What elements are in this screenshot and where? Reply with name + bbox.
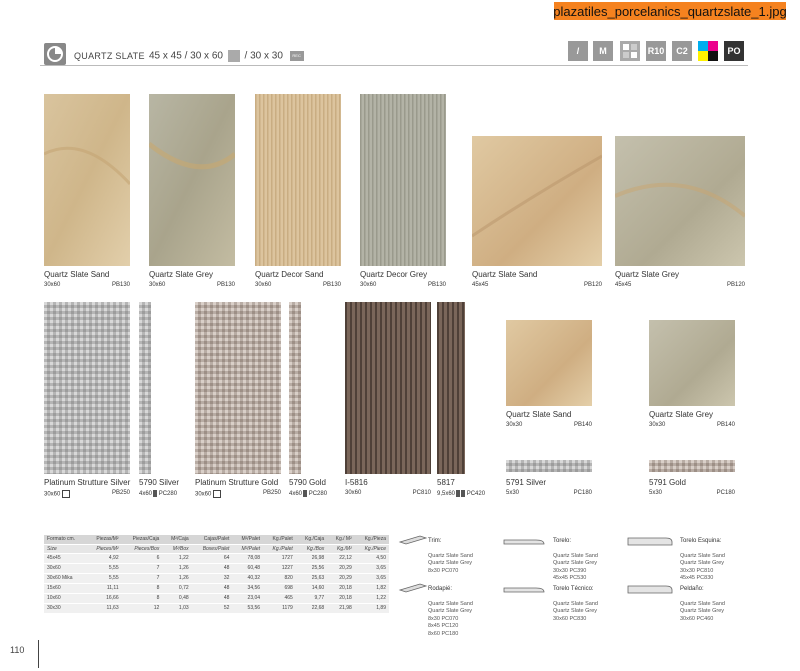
format-icon: [228, 50, 240, 62]
tile-image-5790-gold: [289, 302, 301, 474]
table-header-cell: Pieces/M²: [86, 544, 121, 553]
tile-image-quartz-decor-grey-30x60: [360, 94, 446, 266]
table-cell: 5,55: [86, 563, 121, 573]
table-header-cell: Kg./Pieza: [355, 535, 389, 544]
tile-image-5817: [437, 302, 465, 474]
table-cell: 52: [192, 603, 233, 613]
tile-code: PB130: [216, 282, 235, 288]
tile-name: Quartz Slate Sand: [472, 270, 538, 279]
table-header-cell: M²/Caja: [162, 535, 191, 544]
tile-name: 5791 Silver: [506, 478, 547, 487]
tile-code: PB250: [262, 490, 281, 496]
tile-name: Quartz Slate Grey: [615, 270, 680, 279]
tile-code: PB130: [322, 282, 341, 288]
brand-logo-icon: [44, 43, 66, 65]
piece-title: Torelo Técnico:: [553, 585, 594, 592]
tile-image-5791-silver: [506, 460, 592, 472]
tile-size: 30x60: [149, 282, 166, 288]
bar-icon: [461, 490, 465, 497]
tile-size: 30x60: [255, 282, 272, 288]
table-header-cell: Kg./M²: [327, 544, 355, 553]
table-cell: 1727: [263, 553, 296, 563]
table-cell: 30x30: [44, 603, 86, 613]
packing-spec-table: [44, 535, 389, 614]
tile-image-platinum-strutture-silver: [44, 302, 130, 474]
piece-details: Quartz Slate Sand Quartz Slate Grey 30x60 PC830: [553, 600, 598, 622]
header-divider: [40, 65, 748, 66]
table-cell: 3,65: [355, 573, 389, 583]
tile-code: PB250: [111, 490, 130, 496]
table-cell: 1,26: [162, 573, 191, 583]
table-header-row: [44, 544, 389, 553]
tile-name: Platinum Strutture Gold: [195, 478, 279, 487]
tile-name: Quartz Slate Grey: [149, 270, 214, 279]
collection-title: QUARTZ SLATE: [74, 51, 145, 61]
tile-name: Quartz Slate Sand: [506, 410, 572, 419]
tile-code: PB140: [716, 422, 735, 428]
piece-details: Quartz Slate Sand Quartz Slate Grey 30x30 PC390 45x45 PC530: [553, 552, 598, 581]
tile-image-quartz-slate-grey-30x30: [649, 320, 735, 406]
filename-label: plazatiles_porcelanics_quartzslate_1.jpg: [553, 3, 787, 19]
tile-size: 30x60: [360, 282, 377, 288]
table-cell: 6: [122, 553, 163, 563]
piece-details: Quartz Slate Sand Quartz Slate Grey 30x60 PC460: [680, 600, 725, 622]
table-cell: 30x60: [44, 563, 86, 573]
table-cell: 820: [263, 573, 296, 583]
table-cell: 1,22: [355, 593, 389, 603]
table-cell: 20,29: [327, 573, 355, 583]
table-cell: 3,65: [355, 563, 389, 573]
tile-code: PC180: [716, 490, 735, 496]
table-cell: 8: [122, 593, 163, 603]
tile-name: 5817: [437, 478, 455, 487]
table-cell: 48: [192, 563, 233, 573]
slip-badge: /: [568, 41, 588, 61]
table-header-cell: Kg./Box: [296, 544, 327, 553]
tile-code: PB120: [726, 282, 745, 288]
table-cell: 1,82: [355, 583, 389, 593]
tile-code: PB130: [427, 282, 446, 288]
tile-image-5790-silver: [139, 302, 151, 474]
r10-badge: R10: [646, 41, 666, 61]
table-cell: 48: [192, 593, 233, 603]
table-cell: 12: [122, 603, 163, 613]
table-cell: 8: [122, 583, 163, 593]
table-header-cell: M²/Box: [162, 544, 191, 553]
tile-name: 5791 Gold: [649, 478, 686, 487]
table-cell: 1179: [263, 603, 296, 613]
table-cell: 11,11: [86, 583, 121, 593]
table-header-cell: Piezas/M²: [86, 535, 121, 544]
table-header-cell: Kg./ M²: [327, 535, 355, 544]
table-cell: 5,55: [86, 573, 121, 583]
corner-bullnose-profile-icon: [626, 532, 676, 548]
tile-code: PC180: [573, 490, 592, 496]
po-badge: PO: [724, 41, 744, 61]
table-cell: 11,63: [86, 603, 121, 613]
tile-size: 30x30: [649, 422, 666, 428]
piece-details: Quartz Slate Sand Quartz Slate Grey 8x30 PC070: [428, 552, 473, 574]
table-cell: 25,56: [296, 563, 327, 573]
table-cell: 40,32: [232, 573, 263, 583]
tile-size: 30x60: [345, 490, 362, 496]
tile-image-quartz-slate-grey-30x60: [149, 94, 235, 266]
pattern-icon: [620, 41, 640, 61]
table-cell: 34,56: [232, 583, 263, 593]
tile-size: 5x30: [649, 490, 663, 496]
table-header-cell: Pieces/Box: [122, 544, 163, 553]
table-row: [44, 553, 389, 563]
table-cell: 4,92: [86, 553, 121, 563]
table-cell: 20,18: [327, 583, 355, 593]
table-cell: 1227: [263, 563, 296, 573]
tile-name: 5790 Silver: [139, 478, 180, 487]
table-cell: 1,26: [162, 563, 191, 573]
bar-icon: [303, 490, 307, 497]
tile-size: 30x60: [44, 282, 61, 288]
table-cell: 0,72: [162, 583, 191, 593]
table-header-cell: M²/Palet: [232, 535, 263, 544]
table-cell: 9,77: [296, 593, 327, 603]
table-header-cell: Kg./Palet: [263, 535, 296, 544]
table-header-cell: Boxes/Palet: [192, 544, 233, 553]
color-variation-icon: [698, 41, 718, 61]
table-header-cell: Cajas/Palet: [192, 535, 233, 544]
tile-name: Quartz Slate Grey: [649, 410, 714, 419]
table-cell: 32: [192, 573, 233, 583]
tile-size: 9,5x60 PC420: [437, 491, 486, 498]
table-cell: 78,08: [232, 553, 263, 563]
piece-title: Torelo:: [553, 537, 572, 544]
table-cell: 7: [122, 563, 163, 573]
tile-image-quartz-slate-grey-45x45: [615, 136, 745, 266]
table-cell: 30x60 Mika: [44, 573, 86, 583]
tile-size: 30x30: [506, 422, 523, 428]
table-cell: 25,63: [296, 573, 327, 583]
table-cell: 22,12: [327, 553, 355, 563]
table-cell: 14,60: [296, 583, 327, 593]
table-cell: 21,98: [327, 603, 355, 613]
tile-name: I-5816: [345, 478, 368, 487]
table-header-cell: Formato cm.: [44, 535, 86, 544]
table-row: [44, 573, 389, 583]
tile-image-quartz-decor-sand-30x60: [255, 94, 341, 266]
table-cell: 1,22: [162, 553, 191, 563]
table-header-cell: Kg./Piece: [355, 544, 389, 553]
piece-details: Quartz Slate Sand Quartz Slate Grey 30x30 PC810 45x45 PC830: [680, 552, 725, 581]
table-header-cell: Kg./Caja: [296, 535, 327, 544]
table-header-cell: M²/Palet: [232, 544, 263, 553]
tile-name: Quartz Slate Sand: [44, 270, 110, 279]
box-icon: [213, 490, 221, 498]
tile-image-5791-gold: [649, 460, 735, 472]
tile-name: Platinum Strutture Silver: [44, 478, 131, 487]
tile-size: 30x60: [44, 490, 70, 498]
table-cell: 64: [192, 553, 233, 563]
format-sizes: 45 x 45 / 30 x 60 / 30 x 30 REC: [149, 50, 304, 62]
table-cell: 16,66: [86, 593, 121, 603]
piece-title: Rodapié:: [428, 585, 453, 592]
piece-details: Quartz Slate Sand Quartz Slate Grey 8x30 PC070 8x45 PC120 8x60 PC180: [428, 600, 473, 637]
tile-image-quartz-slate-sand-30x30: [506, 320, 592, 406]
tile-size: 4x60 PC280: [139, 491, 178, 498]
bullnose-profile-icon: [502, 532, 548, 548]
table-row: [44, 563, 389, 573]
table-cell: 26,98: [296, 553, 327, 563]
bar-icon: [153, 490, 157, 497]
tile-size: 4x60 PC280: [289, 491, 328, 498]
table-cell: 23,04: [232, 593, 263, 603]
table-cell: 10x60: [44, 593, 86, 603]
bar-icon: [456, 490, 460, 497]
table-header-cell: Size: [44, 544, 86, 553]
tile-size: 30x60: [195, 490, 221, 498]
piece-rodapie: [428, 578, 473, 646]
page-number: 110: [10, 645, 25, 655]
tile-name: 5790 Gold: [289, 478, 326, 487]
table-cell: 45x45: [44, 553, 86, 563]
piece-peldano: [680, 578, 725, 631]
skirting-profile-icon: [398, 580, 428, 594]
table-cell: 1,89: [355, 603, 389, 613]
box-icon: [62, 490, 70, 498]
tile-size: 5x30: [506, 490, 520, 496]
trim-profile-icon: [398, 532, 428, 546]
table-cell: 465: [263, 593, 296, 603]
table-cell: 60,48: [232, 563, 263, 573]
tile-name: Quartz Decor Grey: [360, 270, 428, 279]
table-cell: 22,68: [296, 603, 327, 613]
table-cell: 1,03: [162, 603, 191, 613]
page-number-divider: [38, 640, 39, 668]
tile-image-platinum-strutture-gold: [195, 302, 281, 474]
tile-name: Quartz Decor Sand: [255, 270, 324, 279]
table-row: [44, 603, 389, 613]
tile-image-i-5816: [345, 302, 431, 474]
tile-code: PB140: [573, 422, 592, 428]
table-cell: 698: [263, 583, 296, 593]
technical-bullnose-profile-icon: [502, 580, 548, 596]
tile-code: PC810: [412, 490, 431, 496]
tile-image-quartz-slate-sand-45x45: [472, 136, 602, 266]
c2-badge: C2: [672, 41, 692, 61]
piece-title: Trim:: [428, 537, 442, 544]
table-row: [44, 593, 389, 603]
piece-title: Peldaño:: [680, 585, 704, 592]
step-profile-icon: [626, 580, 676, 596]
piece-trim: [428, 530, 473, 583]
table-cell: 4,50: [355, 553, 389, 563]
table-cell: 7: [122, 573, 163, 583]
table-cell: 48: [192, 583, 233, 593]
table-cell: 15x60: [44, 583, 86, 593]
table-cell: 20,29: [327, 563, 355, 573]
tile-code: PB130: [111, 282, 130, 288]
piece-title: Torelo Esquina:: [680, 537, 722, 544]
table-cell: 20,18: [327, 593, 355, 603]
table-cell: 53,56: [232, 603, 263, 613]
matt-badge: M: [593, 41, 613, 61]
tile-image-quartz-slate-sand-30x60: [44, 94, 130, 266]
rectified-badge: REC: [290, 51, 304, 61]
tile-code: PB120: [583, 282, 602, 288]
tile-size: 45x45: [472, 282, 489, 288]
table-header-cell: Piezas/Caja: [122, 535, 163, 544]
table-row: [44, 583, 389, 593]
tile-size: 45x45: [615, 282, 632, 288]
table-header-cell: Kg./Palet: [263, 544, 296, 553]
table-header-row: [44, 535, 389, 544]
table-cell: 0,48: [162, 593, 191, 603]
piece-torelo-tecnico: [553, 578, 598, 631]
